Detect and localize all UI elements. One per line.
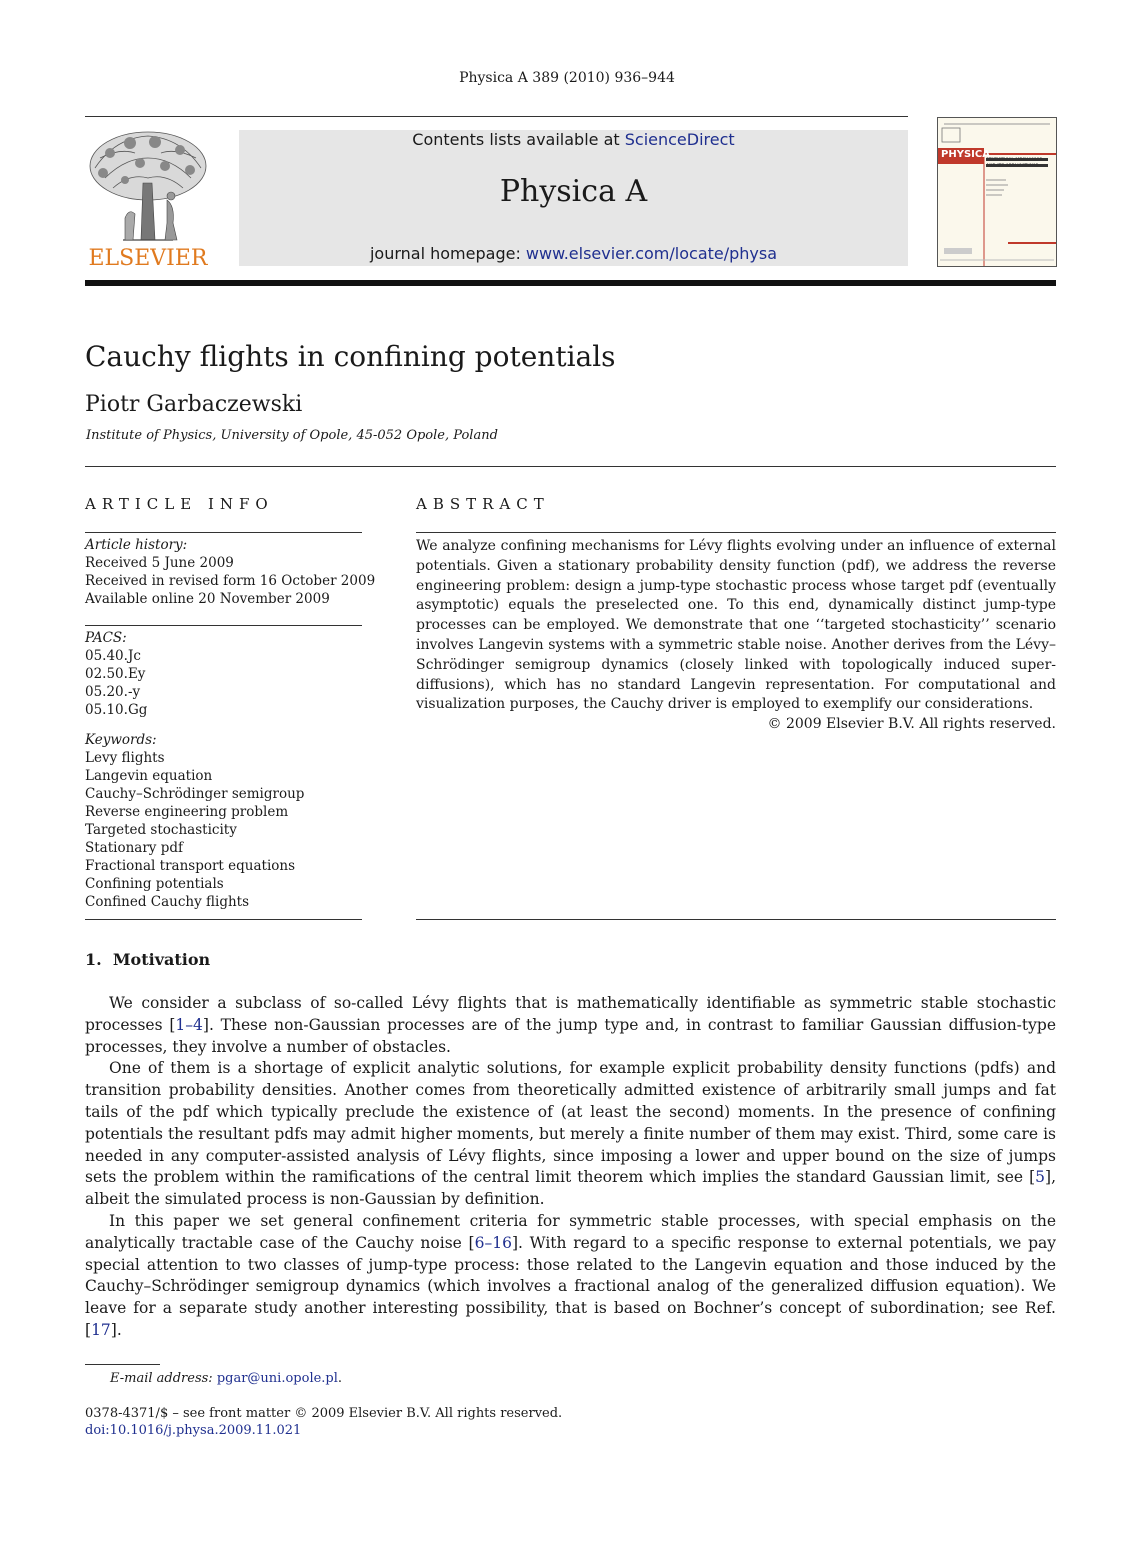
keyword-item: Cauchy–Schrödinger semigroup [85,786,305,802]
article-info-heading: ARTICLE INFO [85,495,274,513]
pacs-item: 05.40.Jc [85,648,141,664]
abstract-copyright: © 2009 Elsevier B.V. All rights reserved. [767,716,1056,732]
cover-subtitle-2: AND ITS APPLICATIONS [986,163,1039,168]
journal-homepage-link[interactable]: www.elsevier.com/locate/physa [525,244,778,263]
abstract-rule [416,919,1056,920]
keyword-item: Langevin equation [85,768,213,784]
text-run: In this paper we set general confinement criteria for symmetric stable processes, with special emphasis on the analytically tractable case of the Cauchy noise [ [85,1211,1056,1252]
article-history [85,536,376,608]
journal-cover-thumbnail[interactable] [937,117,1057,267]
header-thick-rule [85,280,1056,286]
sciencedirect-link[interactable]: ScienceDirect [624,130,735,149]
footnote-email [110,1371,342,1386]
abstract-text: We analyze confining mechanisms for Lévy flights evolving under an influence of external potentials. Given a stationary probability density function (pdf), we address the reverse engineering problem: design a jump-type stochastic process whose target pdf (eventually asymptotic) equals the preselected one. To this end, dynamically distinct jump-type processes can be employed. We demonstrate that one ‘‘targeted stochasticity’’ scenario involves Langevin systems with a symmetric stable noise. Another derives from the Lévy–Schrödinger semigroup dynamics (closely linked with topologically induced super-diffusions), which has no standard Langevin representation. For computational and visualization purposes, the Cauchy driver is employed to exemplify our considerations. [416,538,1056,713]
running-head: Physica A 389 (2010) 936–944 [459,70,675,86]
text-run: ]. With regard to a specific response to external potentials, we pay special attention to two classes of jump-type process: those related to the Langevin equation and those induced by the Cauchy–Schrödinger semigroup dynamics (which involves a fractional analog of the generalized diffusion equation). We leave for a separate study another interesting possibility, that is based on Bochner’s concept of subordination; see Ref. [ [85,1233,1057,1339]
keyword-item: Confining potentials [85,876,224,892]
keyword-item: Confined Cauchy flights [85,894,250,910]
body-text [85,993,1056,1342]
citation-link[interactable]: 6–16 [474,1233,512,1252]
cover-title: PHYSICA [941,149,990,160]
keyword-item: Stationary pdf [85,840,183,856]
article-info-rule [85,625,362,626]
keyword-item: Levy flights [85,750,165,766]
header-top-rule [85,116,908,117]
history-item: Received 5 June 2009 [85,555,234,571]
cover-subtitle-1: STATISTICAL MECHANICS [986,157,1043,162]
email-link[interactable]: pgar@uni.opole.pl [216,1371,338,1386]
doi-line [85,1423,301,1438]
author-name: Piotr Garbaczewski [85,392,303,417]
text-run: We consider a subclass of so-called Lévy flights that is mathematically identifiable as symmetric stable stochastic processes [ [85,994,1056,1034]
keyword-item: Fractional transport equations [85,858,296,874]
doi-link[interactable]: doi:10.1016/j.physa.2009.11.021 [85,1423,302,1438]
text-run: ], albeit the simulated process is non-Gaussian by definition. [85,1168,1056,1209]
email-suffix: . [337,1371,343,1386]
paragraph [85,1058,1056,1211]
contents-line [239,130,908,150]
article-title: Cauchy flights in confining potentials [85,340,616,373]
text-run: ]. [110,1320,122,1339]
keyword-item: Reverse engineering problem [85,804,289,820]
pacs-item: 05.20.-y [85,684,141,700]
citation-link[interactable]: 5 [1035,1168,1046,1187]
paragraph [85,1211,1056,1342]
pacs-item: 05.10.Gg [85,702,148,718]
abstract-rule [416,532,1056,533]
footnote-rule [85,1364,160,1365]
keywords-list [85,731,362,911]
article-info-rule [85,532,362,533]
section-heading: 1. Motivation [85,950,211,969]
history-label: Article history: [85,537,188,553]
homepage-line [239,244,908,263]
journal-banner [239,130,908,266]
keyword-item: Targeted stochasticity [85,822,237,838]
citation-link[interactable]: 17 [91,1320,111,1339]
title-block-rule [85,466,1056,467]
cover-graphic [938,118,1056,266]
author-affiliation: Institute of Physics, University of Opole, 45-052 Opole, Poland [86,428,498,443]
pacs-list [85,629,362,719]
elsevier-wordmark: ELSEVIER [88,246,208,271]
paragraph [85,993,1056,1058]
pacs-item: 02.50.Ey [85,666,146,682]
article-info-rule [85,919,362,920]
email-label: E-mail address: [110,1371,213,1386]
abstract-heading: ABSTRACT [416,495,550,513]
history-item: Received in revised form 16 October 2009 [85,573,376,589]
citation-link[interactable]: 1–4 [175,1015,203,1034]
journal-name: Physica A [499,174,648,209]
text-run: One of them is a shortage of explicit analytic solutions, for example explicit probability density functions (pdfs) and transition probability densities. Another comes from theoretically admitted existence of arbitrarily small jumps and fat tails of the pdf which typically preclude the existence of (at least the second) moments. In the presence of confining potentials the resultant pdfs may admit higher moments, but merely a finite number of them may exist. Third, some care is needed in any computer-assisted analysis of Lévy flights, since imposing a lower and upper bound on the size of jumps sets the problem within the ramifications of the central limit theorem which implies the standard Gaussian limit, see [ [85,1059,1056,1187]
homepage-prefix: journal homepage: [369,244,526,263]
contents-prefix: Contents lists available at [412,130,625,149]
issn-line: 0378-4371/$ – see front matter © 2009 Elsevier B.V. All rights reserved. [85,1406,563,1421]
history-item: Available online 20 November 2009 [85,591,330,607]
keywords-label: Keywords: [85,732,157,748]
text-run: ]. These non-Gaussian processes are of the jump type and, in contrast to familiar Gaussian diffusion-type processes, they involve a number of obstacles. [85,1015,1056,1056]
pacs-label: PACS: [85,630,127,646]
